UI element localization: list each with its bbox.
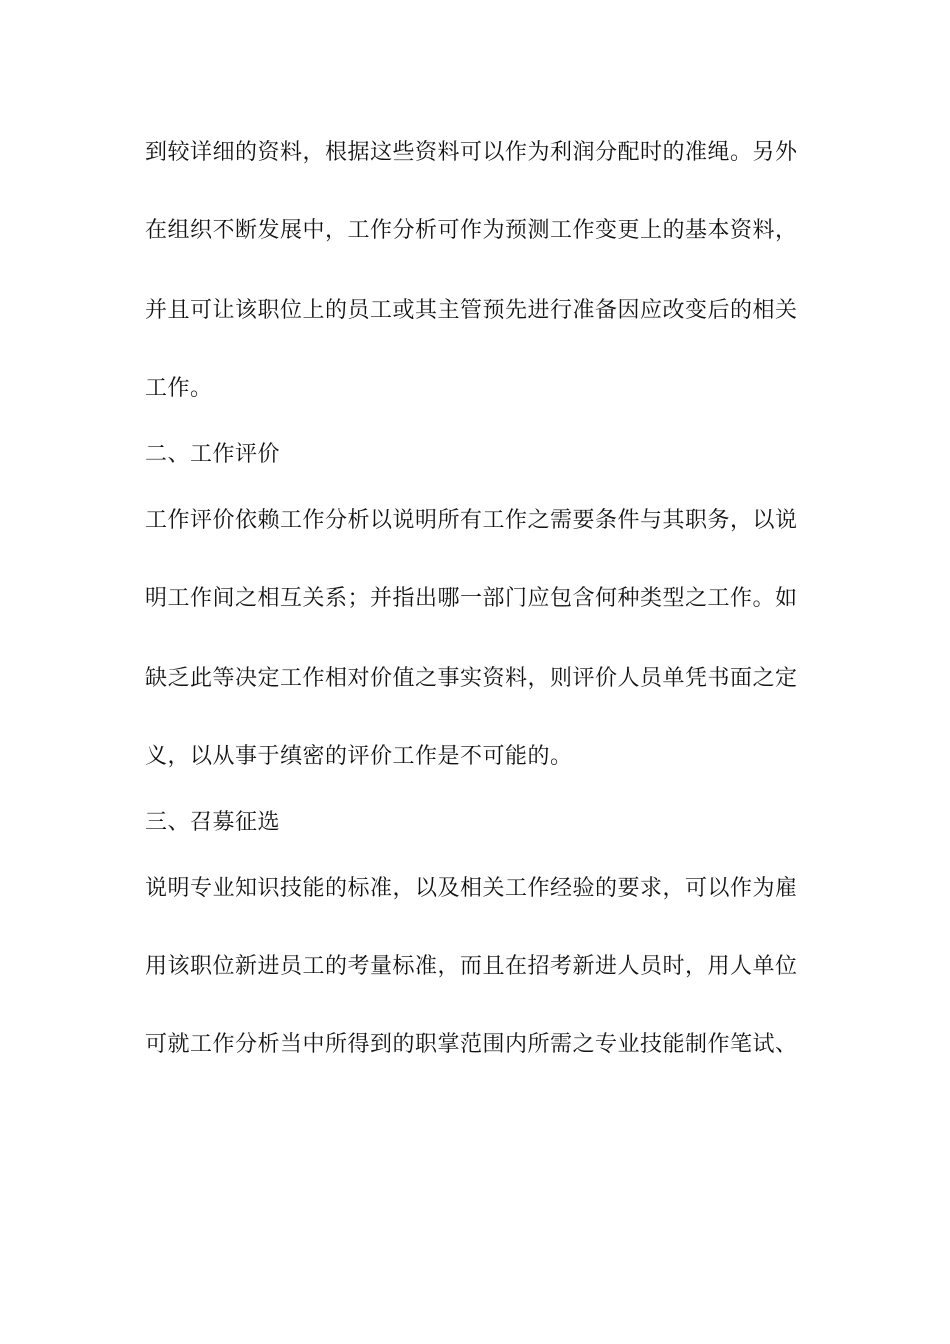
paragraph-line: 义，以从事于缜密的评价工作是不可能的。: [145, 744, 573, 769]
paragraph-line: 可就工作分析当中所得到的职掌范围内所需之专业技能制作笔试、: [145, 1032, 798, 1057]
paragraph-line: 并且可让该职位上的员工或其主管预先进行准备因应改变后的相关: [145, 298, 798, 323]
paragraph-line: 明工作间之相互关系；并指出哪一部门应包含何种类型之工作。如: [145, 586, 798, 611]
paragraph-line: 缺乏此等决定工作相对价值之事实资料，则评价人员单凭书面之定: [145, 666, 798, 691]
paragraph-line: 用该职位新进员工的考量标准，而且在招考新进人员时，用人单位: [145, 954, 798, 979]
paragraph-line: 工作评价依赖工作分析以说明所有工作之需要条件与其职务，以说: [145, 508, 798, 533]
section-heading-job-evaluation: 二、工作评价: [145, 442, 281, 467]
paragraph-line: 在组织不断发展中，工作分析可作为预测工作变更上的基本资料，: [145, 218, 798, 243]
paragraph-line: 工作。: [145, 376, 213, 401]
paragraph-line: 说明专业知识技能的标准，以及相关工作经验的要求，可以作为雇: [145, 876, 798, 901]
paragraph-line: 到较详细的资料，根据这些资料可以作为利润分配时的准绳。另外: [145, 140, 798, 165]
section-heading-recruitment: 三、召募征选: [145, 810, 281, 835]
